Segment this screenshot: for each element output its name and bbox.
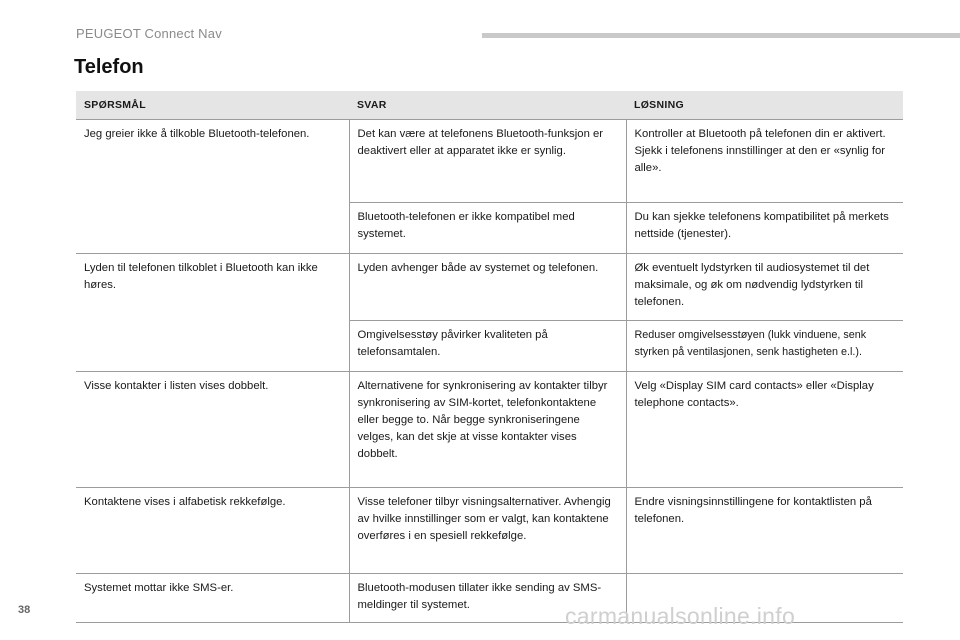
solution-cell: Kontroller at Bluetooth på telefonen din er aktivert. Sjekk i telefonens innstillinger at den er «synlig for alle». xyxy=(626,120,903,203)
question-cell: Kontaktene vises i alfabetisk rekkefølge. xyxy=(76,488,349,574)
column-header-solution: LØSNING xyxy=(626,91,903,120)
table-row xyxy=(76,488,903,574)
faq-table xyxy=(76,91,903,623)
answer-cell: Alternativene for synkronisering av kontakter tilbyr synkronisering av SIM-kortet, telefonkontaktene eller begge to. Når begge synkroniseringene velges, kan det skje at visse kontakter vises dobbelt. xyxy=(349,372,626,488)
solution-cell: Endre visningsinnstillingene for kontaktlisten på telefonen. xyxy=(626,488,903,574)
answer-cell: Omgivelsesstøy påvirker kvaliteten på telefonsamtalen. xyxy=(349,321,626,372)
answer-cell: Bluetooth-telefonen er ikke kompatibel med systemet. xyxy=(349,203,626,254)
answer-cell: Lyden avhenger både av systemet og telefonen. xyxy=(349,254,626,321)
answer-cell: Det kan være at telefonens Bluetooth-funksjon er deaktivert eller at apparatet ikke er synlig. xyxy=(349,120,626,203)
question-cell: Systemet mottar ikke SMS-er. xyxy=(76,574,349,623)
solution-cell: Velg «Display SIM card contacts» eller «Display telephone contacts». xyxy=(626,372,903,488)
question-cell: Lyden til telefonen tilkoblet i Bluetooth kan ikke høres. xyxy=(76,254,349,372)
watermark: carmanualsonline.info xyxy=(565,603,796,629)
question-cell: Jeg greier ikke å tilkoble Bluetooth-telefonen. xyxy=(76,120,349,254)
column-header-answer: SVAR xyxy=(349,91,626,120)
solution-cell: Reduser omgivelsesstøyen (lukk vinduene, senk styrken på ventilasjonen, senk hastigheten e.l.). xyxy=(626,321,903,372)
table-row xyxy=(76,372,903,488)
answer-cell: Visse telefoner tilbyr visningsalternativer. Avhengig av hvilke innstillinger som er valgt, kan kontaktene overføres i en spesiell rekkefølge. xyxy=(349,488,626,574)
answer-cell: Bluetooth-modusen tillater ikke sending av SMS-meldinger til systemet. xyxy=(349,574,626,623)
table-row xyxy=(76,254,903,321)
header-brand: PEUGEOT Connect Nav xyxy=(76,26,222,41)
page-number: 38 xyxy=(18,604,31,616)
header-bar xyxy=(482,33,960,38)
question-cell: Visse kontakter i listen vises dobbelt. xyxy=(76,372,349,488)
solution-cell: Du kan sjekke telefonens kompatibilitet på merkets nettside (tjenester). xyxy=(626,203,903,254)
table-header-row xyxy=(76,91,903,120)
column-header-question: SPØRSMÅL xyxy=(76,91,349,120)
page-title: Telefon xyxy=(74,56,144,78)
table-row xyxy=(76,120,903,203)
solution-cell: Øk eventuelt lydstyrken til audiosystemet til det maksimale, og øk om nødvendig lydstyrken til telefonen. xyxy=(626,254,903,321)
